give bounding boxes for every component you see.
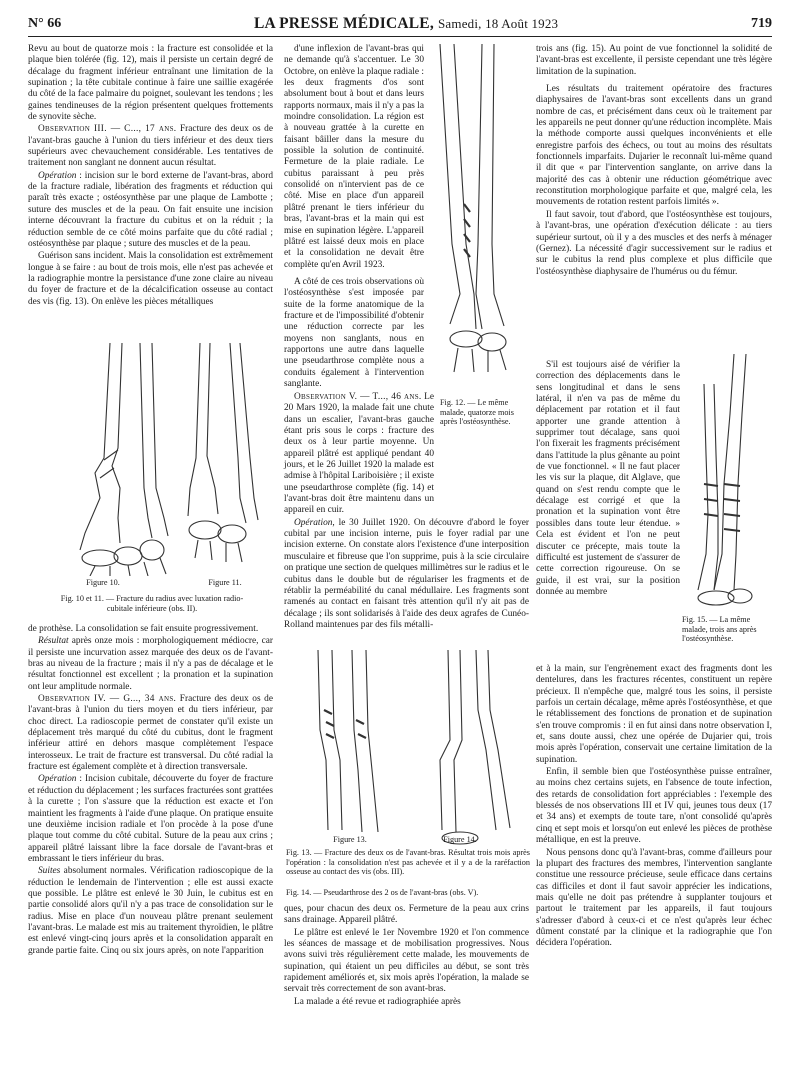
figure-14-caption: Fig. 14. — Pseudarthrose des 2 os de l'avant-bras (obs. V). bbox=[286, 888, 479, 897]
column-3-bottom bbox=[536, 664, 772, 951]
xray-drawing-fig13-fig14 bbox=[300, 650, 520, 845]
figure-10-11-caption: Fig. 10 et 11. — Fracture du radius avec luxation radio-cubitale inférieure (obs. II). bbox=[60, 594, 244, 613]
suites-text: absolument normales. Vérification radioscopique de la réduction le lendemain de l'intervention ; elle est aussi exacte que possible. Le plâtre est enlevé le 30 Juin, le cubitus est en partie consolidé alors qu'il n'y a pas trace de consolidation sur le radius. Mise en place d'un nouveau plâtre prenant seulement l'avant-bras. Le malade est mis au traitement thyroïdien, le plâtre est enlevé vingt-cinq jours après et la consolidation apparaît en grande partie faite. Cinq ou six jours après, on note l'apparition bbox=[28, 866, 273, 956]
observation-text: Fracture des deux os de l'avant-bras gauche à l'union du tiers inférieur et des deux tiers supérieurs avec chevauchement considérable. Les tentatives de traitement non sanglant ne donnent aucun résultat. bbox=[28, 124, 273, 169]
paragraph: de prothèse. La consolidation se fait ensuite progressivement. bbox=[28, 624, 259, 634]
observation-text: Le 20 Mars 1920, la malade fait une chute dans un escalier, l'avant-bras gauche étant pris sous le corps : fracture des deux os à leur partie moyenne. Un appareil plâtré est appliqué pendant 40 jours, et le 26 Juillet 1920 la malade est admise à l'hôpital Lariboisière ; il existe une pseudarthrose complète (fig. 14) et l'avant-bras doit être maintenu dans un appareil en cuir. bbox=[284, 392, 434, 516]
journal-title: LA PRESSE MÉDICALE, bbox=[253, 15, 434, 32]
figure-13-label: Figure 13. bbox=[333, 835, 367, 844]
paragraph: A côté de ces trois observations où l'ostéosynthèse s'est imposée par suite de la forme anatomique de la fracture et de l'impossibilité d'obtenir une réduction correcte par les moyens non sanglants, nous en rapportons une autre dans laquelle une pseudarthrose complète nous a conduits également à l'intervention sanglante. bbox=[284, 276, 424, 389]
paragraph: trois ans (fig. 15). Au point de vue fonctionnel la solidité de l'avant-bras est excellente, il persiste cependant une très légère limitation de la supination. bbox=[536, 44, 772, 77]
paragraph-obs4 bbox=[28, 694, 273, 773]
figure-14-label: Figure 14. bbox=[443, 835, 477, 844]
observation-heading: Observation V. — T..., 46 ans. bbox=[294, 392, 422, 402]
resultat-heading: Résultat bbox=[38, 636, 69, 647]
paragraph-obs3 bbox=[28, 124, 273, 169]
operation-heading: Opération bbox=[38, 774, 77, 785]
page-number-right: 719 bbox=[751, 16, 772, 31]
paragraph: Revu au bout de quatorze mois : la fracture est consolidée et la plaque bien tolérée (fig. 12), mais il persiste un certain degré de décalage du fragment inférieur entraînant une limitation de la supination ; la tête cubitale continue à faire une saillie exagérée du côté de la face palmaire du poignet, soulevant les tendons ; les gaines tendineuses de la région présentent quelques frottements de synovite sèche. bbox=[28, 44, 273, 123]
paragraph-obs5 bbox=[284, 392, 434, 517]
observation-heading: Observation IV. — G..., 34 ans. bbox=[38, 694, 177, 705]
figure-11-label: Figure 11. bbox=[208, 578, 242, 587]
figure-12-caption: Fig. 12. — Le même malade, quatorze mois après l'ostéosynthèse. bbox=[440, 398, 514, 427]
column-3-narrow bbox=[536, 360, 680, 598]
paragraph: Guérison sans incident. Mais la consolidation est extrêmement longue à se faire : au bout de trois mois, elle n'est pas achevée et la radiographie montre la persistance d'une zone claire au niveau du foyer de fracture et de la décalcification osseuse au contact des vis (fig. 13). On enlève les pièces métalliques bbox=[28, 251, 273, 307]
journal-title-line bbox=[254, 15, 558, 33]
paragraph: d'une inflexion de l'avant-bras qui ne demande qu'à s'accentuer. Le 30 Octobre, on enlève la plaque radiale : les deux fragments d'os sont absolument bout à bout et dans leurs rapports normaux, mais il n'y a pas la moindre consolidation. La région est à nouveau grattée à la curette en faisant bâiller dans la mesure du possible la solution de continuité. Fermeture de la plaie radiale. Le cubitus paraissant à peu près consolidé on n'intervient pas de ce côté. Mise en place d'un appareil plâtré prenant le tiers inférieur du bras, l'avant-bras et la main qui est mise en supination légère. L'appareil plâtré est laissé deux mois en place et la consolidation ne devait être complète qu'en Avril 1923. bbox=[284, 44, 424, 270]
paragraph: Nous pensons donc qu'à l'avant-bras, comme d'ailleurs pour la plupart des fractures des membres, l'intervention sanglante constitue une ressource précieuse, seule efficace dans certains cas difficiles et dont il faut savoir apprécier les indications, mais qu'elle ne doit pas prétendre à supplanter toujours et partout le traitement par les appareils, il faut toujours s'adresser d'abord à ceux-ci et ce n'est qu'après leur échec dûment constaté par la clinique et la radiographie que l'on décidera l'opération. bbox=[536, 847, 772, 949]
xray-drawing-fig10-fig11 bbox=[40, 338, 265, 576]
paragraph-resultat bbox=[28, 636, 273, 693]
paragraph: Enfin, il semble bien que l'ostéosynthèse puisse entraîner, au moins chez certains sujets, en l'absence de toute infection, des retards de consolidation fort appréciables : l'exemple des blessés de nos observations III et IV qui, jeunes tous deux (17 et 34 ans) et exempts de toute tare, n'ont consolidé qu'après cinq et sept mois et lorsqu'on eut enlevé les pièces de prothèse métallique, en est la preuve. bbox=[536, 767, 772, 846]
figure-12 bbox=[430, 44, 526, 374]
paragraph-operation bbox=[28, 171, 273, 250]
paragraph: Les résultats du traitement opératoire des fractures diaphysaires de l'avant-bras sont excellents dans un grand nombre de cas, et précisément dans ceux où le traitement par les appareils ne peut donner qu'une réduction incomplète. Mais la méthode comporte aussi quelques inconvénients et elle enregistre parfois des échecs, ou tout au moins des résultats fonctionnels imparfaits. Dujarier le reconnaît lui-même quand il dit que « par l'intervention sanglante, on arrive dans la majorité des cas à obtenir une réduction géométrique avec reconstitution morphologique parfaite et que, malgré cela, les mouvements de rotation restent parfois limités ». bbox=[536, 84, 772, 208]
column-3-top bbox=[536, 44, 772, 279]
paragraph: Le plâtre est enlevé le 1er Novembre 1920 et l'on commence les séances de massage et de mobilisation progressives. Nous avons suivi très régulièrement cette malade, les mouvements de supination, qui étaient un peu difficiles au début, se sont très rapidement améliorés et, six mois après l'opération, la malade se servait très correctement de son avant-bras. bbox=[284, 927, 529, 995]
column-2-bottom bbox=[284, 904, 529, 1009]
operation-text: , le 30 Juillet 1920. On découvre d'abord le foyer cubital par une incision interne, puis le foyer radial par une incision externe. On constate alors l'existence d'une interposition musculaire et fibreuse que l'on supprime, puis à la scie circulaire on pratique une section de quelques millimètres sur le radius et le cubitus dans le double but de régulariser les fragments et de rétablir la perméabilité du canal médullaire. Les fragments sont ramenés au contact en faisant très attention qu'il n'y ait pas de décalage ; ils sont solidarisés à l'aide des deux agrafes de Cunéo-Rolland maintenues par des fils métalli- bbox=[284, 517, 529, 630]
resultat-text: après onze mois : morphologiquement médiocre, car il persiste une incurvation assez marquée des deux os de l'avant-bras au niveau de la fracture ; mais il n'y a pas de décalage et le résultat fonctionnel est excellent ; la pronation et la supination ont leur amplitude normale. bbox=[28, 636, 273, 692]
figure-13-14 bbox=[300, 650, 520, 845]
paragraph-operation bbox=[28, 774, 273, 865]
suites-heading: Suites bbox=[38, 866, 61, 877]
column-1-top bbox=[28, 44, 273, 309]
xray-drawing-fig15 bbox=[684, 354, 774, 612]
figure-15 bbox=[684, 354, 774, 612]
operation-text: : incision sur le bord externe de l'avant-bras, abord de la fracture radiale, libération des fragments et réduction qui paraît très exacte ; ostéosynthèse par une plaque de Lambotte ; suture des muscles et de la peau. On fait ensuite une incision interne découvrant la fracture du cubitus et on la réduit ; la réduction semble de ce côté moins parfaite que du côté radial ; ostéosynthèse par plaque ; suture des muscles et de la peau. bbox=[28, 170, 273, 249]
figure-15-caption: Fig. 15. — La même malade, trois ans après l'ostéosynthèse. bbox=[682, 615, 757, 644]
paragraph: Il faut savoir, tout d'abord, que l'ostéosynthèse est toujours, à l'avant-bras, une opération d'exécution délicate : au tiers supérieur surtout, où il y a des muscles et des nerfs à ménager (Gernez). La nécessité d'agir successivement sur le radius et sur le cubitus la rend plus complexe et plus difficile que l'ostéosynthèse diaphysaire de l'humérus ou du fémur. bbox=[536, 209, 772, 277]
paragraph-suites bbox=[28, 866, 273, 957]
page-number-left: N° 66 bbox=[28, 16, 62, 31]
figure-13-caption: Fig. 13. — Fracture des deux os de l'avant-bras. Résultat trois mois après l'opération : la consolidation n'est pas achevée et il y a de la raréfaction osseuse au contact des vis (obs. III). bbox=[286, 848, 530, 877]
operation-heading: Opération bbox=[294, 517, 333, 528]
figure-10-label: Figure 10. bbox=[86, 578, 120, 587]
page-header bbox=[28, 12, 772, 37]
paragraph: et à la main, sur l'engrènement exact des fragments dont les dentelures, dans les fractures récentes, constituent un repère précieux. Il n'empêche que, malgré tous les soins, il persiste parfois un certain décalage, même après l'ostéosynthèse, et que le rétablissement des fonctions de pronation et de supination s'en trouve compromis : il en fut ainsi dans notre observation I, et, sans doute aussi, chez une opérée de Dujarier qui, trois mois après l'opération, conservait une certaine limitation de la supination. bbox=[536, 664, 772, 765]
column-1-bottom bbox=[28, 624, 273, 958]
xray-drawing-fig12 bbox=[430, 44, 526, 374]
paragraph: ques, pour chacun des deux os. Fermeture de la peau aux crins sans drainage. Appareil plâtré. bbox=[284, 904, 529, 926]
paragraph: S'il est toujours aisé de vérifier la correction des déplacements dans le sens longitudinal et dans le sens latéral, il n'en va pas de même du déplacement par rotation et il faut apporter une grande attention à supprimer tout décalage, sans quoi l'on fixerait les fragments précisément dans l'attitude la plus gênante au point de vue fonctionnel. « Il ne faut placer les vis sur la plaque, dit Alglave, que quand on s'est rendu compte que le décalage est corrigé et que la pronation et la supination vont être possibles dans toute leur étendue. » Cela est évident et l'on ne peut discuter ce précepte, mais toute la difficulté est justement de s'assurer de cette correction rigoureuse. On se guide, il est vrai, sur la position donnée au membre bbox=[536, 360, 680, 597]
figure-10-11 bbox=[40, 338, 265, 587]
observation-text: Fracture des deux os de l'avant-bras à l'union du tiers moyen et du tiers inférieur, par choc direct. La radioscopie permet de constater qu'il existe un déplacement très marqué du côté du cubitus, dont le fragment inférieur attiré en dehors masque complètement l'espace interosseux. Le trait de fracture est transversal. Du côté radial la fracture est également complète et à direction transversale. bbox=[28, 694, 273, 773]
operation-heading: Opération bbox=[38, 170, 77, 181]
operation-text: : Incision cubitale, découverte du foyer de fracture et réduction du déplacement ; les surfaces fracturées sont grattées à la curette ; l'on s'assure que la réduction est exacte et l'on maintient les fragments à l'aide d'une plaque. On pratique ensuite une deuxième incision radiale et l'on procède à la pose d'une plaque tout comme du côté cubital. Suture de la peau aux crins ; appareil plâtré laissant libre la face dorsale de l'avant-bras et embrassant le tiers inférieur du bras. bbox=[28, 774, 273, 864]
column-2-middle bbox=[284, 392, 529, 632]
observation-heading: Observation III. — C..., 17 ans. bbox=[38, 124, 177, 135]
issue-date: Samedi, 18 Août 1923 bbox=[437, 16, 559, 31]
paragraph-operation bbox=[284, 518, 529, 631]
paragraph: La malade a été revue et radiographiée après bbox=[294, 996, 461, 1007]
column-2-top bbox=[284, 44, 424, 390]
